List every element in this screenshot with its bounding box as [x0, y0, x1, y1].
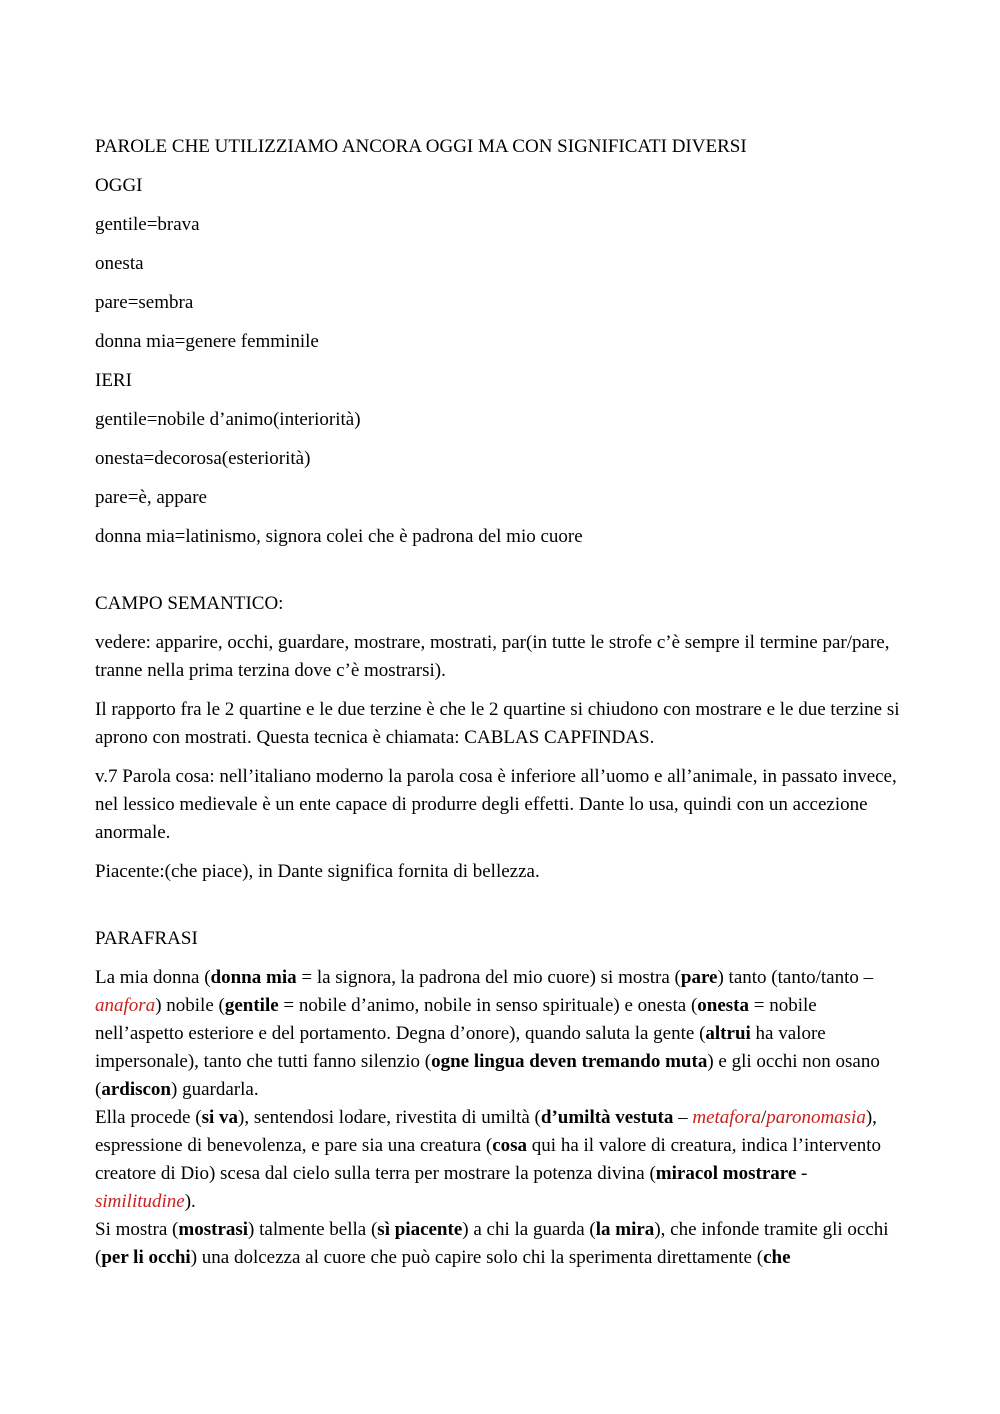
- oggi-line: donna mia=genere femminile: [95, 331, 319, 352]
- text-run: ), espressione di benevolenza, e pare sia una creatura (: [95, 1107, 877, 1156]
- campo-paragraph: Il rapporto fra le 2 quartine e le due terzine è che le 2 quartine si chiudono con mostrare e le due terzine si aprono con mostrati. Questa tecnica è chiamata: CABLAS CAPFINDAS.: [95, 699, 900, 748]
- text-run: ) una dolcezza al cuore che può capire solo chi la sperimenta direttamente (: [190, 1247, 764, 1268]
- bold-term: miracol mostrare: [655, 1163, 797, 1184]
- bold-term: altrui: [705, 1023, 751, 1044]
- text-run: ) guardarla.: [171, 1079, 259, 1100]
- bold-term: cosa: [492, 1135, 528, 1156]
- text-run: = nobile d’animo, nobile in senso spirituale) e onesta (: [278, 995, 698, 1016]
- text-run: La mia donna (: [95, 967, 211, 988]
- text-run: = nobile nell’aspetto esteriore e del portamento. Degna d’onore), quando saluta la gente (: [95, 995, 817, 1044]
- campo-paragraph: v.7 Parola cosa: nell’italiano moderno la parola cosa è inferiore all’uomo e all’animale, in passato invece, nel lessico medievale è un ente capace di produrre degli effetti. Dante lo usa, quindi con un accezione anormale.: [95, 766, 897, 843]
- bold-term: sì piacente: [377, 1219, 463, 1240]
- campo-paragraph: Piacente:(che piace), in Dante significa fornita di bellezza.: [95, 861, 540, 882]
- parafrasi-paragraph-2: [95, 1104, 907, 1216]
- document-heading: PAROLE CHE UTILIZZIAMO ANCORA OGGI MA CON SIGNIFICATI DIVERSI: [95, 136, 747, 157]
- text-run: ) e gli occhi non osano (: [95, 1051, 880, 1100]
- parafrasi-title: PARAFRASI: [95, 928, 198, 949]
- text-run: /: [760, 1107, 767, 1128]
- ieri-line: onesta=decorosa(esteriorità): [95, 448, 311, 469]
- document-page: [95, 133, 907, 1272]
- bold-term: ogne lingua deven tremando muta: [431, 1051, 708, 1072]
- bold-term: la mira: [595, 1219, 655, 1240]
- figure-of-speech: anafora: [95, 995, 156, 1016]
- bold-term: ardiscon: [101, 1079, 172, 1100]
- blank-line: [95, 562, 907, 590]
- figure-of-speech: paronomasia: [766, 1107, 866, 1128]
- text-run: Ella procede (: [95, 1107, 202, 1128]
- oggi-title: OGGI: [95, 175, 143, 196]
- oggi-line: gentile=brava: [95, 214, 200, 235]
- text-run: ha valore impersonale), tanto che tutti fanno silenzio (: [95, 1023, 826, 1072]
- blank-line: [95, 897, 907, 925]
- oggi-line: onesta: [95, 253, 144, 274]
- text-run: qui ha il valore di creatura, indica l’intervento creatore di Dio) scesa dal cielo sulla terra per mostrare la potenza divina (: [95, 1135, 882, 1184]
- text-run: Si mostra (: [95, 1219, 179, 1240]
- text-run: -: [796, 1163, 808, 1184]
- bold-term: per li occhi: [101, 1247, 191, 1268]
- text-run: –: [673, 1107, 693, 1128]
- parafrasi-paragraph-3: [95, 1216, 907, 1272]
- bold-term: pare: [680, 967, 718, 988]
- ieri-line: donna mia=latinismo, signora colei che è padrona del mio cuore: [95, 526, 583, 547]
- text-run: ) tanto (tanto/tanto –: [717, 967, 874, 988]
- ieri-title: IERI: [95, 370, 132, 391]
- bold-term: d’umiltà vestuta: [540, 1107, 674, 1128]
- parafrasi-paragraph-1: [95, 964, 907, 1104]
- figure-of-speech: metafora: [692, 1107, 761, 1128]
- text-run: ).: [184, 1191, 196, 1212]
- ieri-line: pare=è, appare: [95, 487, 207, 508]
- text-run: ) nobile (: [155, 995, 225, 1016]
- bold-term: gentile: [224, 995, 279, 1016]
- bold-term: che: [763, 1247, 791, 1268]
- text-run: = la signora, la padrona del mio cuore) si mostra (: [296, 967, 681, 988]
- figure-of-speech: similitudine: [95, 1191, 185, 1212]
- bold-term: mostrasi: [178, 1219, 249, 1240]
- text-run: ), che infonde tramite gli occhi (: [95, 1219, 889, 1268]
- campo-semantico-title: CAMPO SEMANTICO:: [95, 593, 284, 614]
- text-run: ) a chi la guarda (: [462, 1219, 596, 1240]
- ieri-line: gentile=nobile d’animo(interiorità): [95, 409, 361, 430]
- bold-term: si va: [201, 1107, 238, 1128]
- bold-term: onesta: [697, 995, 749, 1016]
- oggi-line: pare=sembra: [95, 292, 194, 313]
- campo-paragraph: vedere: apparire, occhi, guardare, mostrare, mostrati, par(in tutte le strofe c’è sempre il termine par/pare, tranne nella prima terzina dove c’è mostrarsi).: [95, 632, 890, 681]
- text-run: ) talmente bella (: [248, 1219, 378, 1240]
- text-run: ), sentendosi lodare, rivestita di umiltà (: [238, 1107, 541, 1128]
- bold-term: donna mia: [210, 967, 297, 988]
